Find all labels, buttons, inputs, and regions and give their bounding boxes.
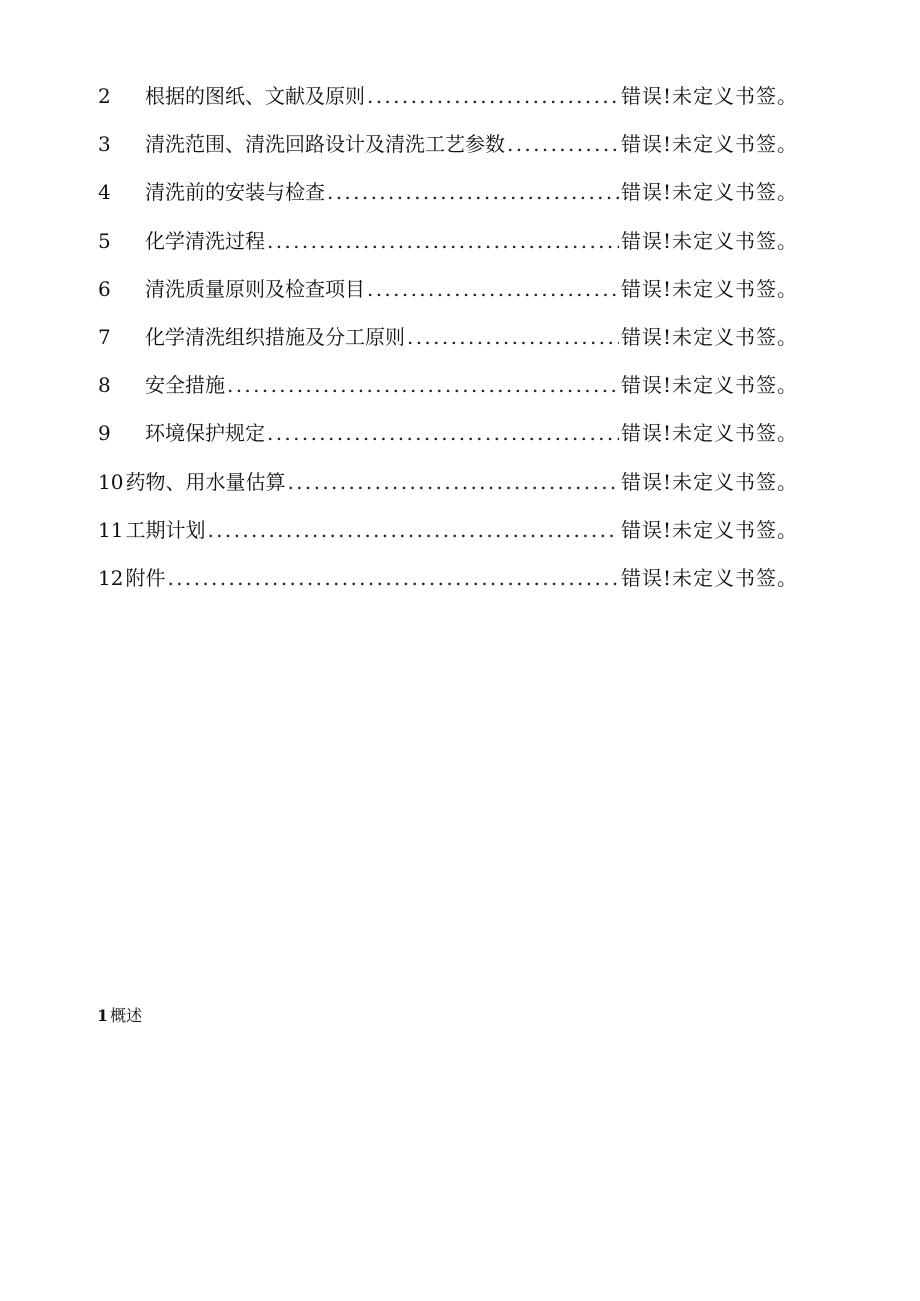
toc-leader-dots [267,415,619,451]
toc-entry-title: 清洗范围、清洗回路设计及清洗工艺参数 [145,132,505,157]
toc-entry-title: 根据的图纸、文献及原则 [145,84,365,108]
toc-entry-title: 清洗前的安装与检查 [145,180,325,205]
toc-entry-title: 附件 [125,565,166,590]
toc-entry[interactable] [98,78,798,126]
toc-leader-dots [367,271,619,307]
toc-entry-number: 3 [98,132,111,157]
toc-leader-dots [507,126,619,162]
toc-entry-title: 化学清洗过程 [145,228,265,253]
toc-entry[interactable] [98,415,798,463]
toc-entry-title: 工期计划 [125,517,206,542]
toc-entry-number: 5 [98,228,111,253]
toc-entry-title: 清洗质量原则及检查项目 [145,276,365,301]
toc-entry-page: 错误!未定义书签。 [620,228,798,253]
toc-leader-dots [267,223,619,259]
toc-entry-number: 8 [98,373,111,398]
toc-leader-dots [207,512,619,548]
toc-entry[interactable] [98,367,798,415]
toc-leader-dots [287,464,619,500]
toc-entry-number: 2 [98,84,111,108]
toc-entry[interactable] [98,126,798,174]
toc-entry-page: 错误!未定义书签。 [620,84,798,108]
toc-entry[interactable] [98,512,798,560]
toc-entry-title: 化学清洗组织措施及分工原则 [145,324,405,349]
section-number: 1 [97,1006,109,1025]
toc-entry-number: 6 [98,276,111,301]
toc-entry-number: 11 [98,517,124,542]
section-heading [97,1004,142,1028]
toc-entry[interactable] [98,319,798,367]
toc-entry-page: 错误!未定义书签。 [620,565,798,590]
toc-entry-number: 4 [98,180,111,205]
toc-entry-page: 错误!未定义书签。 [620,517,798,542]
toc-leader-dots [327,174,619,210]
toc-entry-page: 错误!未定义书签。 [620,373,798,398]
toc-entry[interactable] [98,271,798,319]
toc-entry-page: 错误!未定义书签。 [620,276,798,301]
toc-entry-number: 9 [98,421,111,446]
toc-entry[interactable] [98,464,798,512]
toc-leader-dots [367,78,619,114]
toc-entry-number: 10 [98,469,124,494]
toc-entry-number: 7 [98,324,111,349]
toc-entry-page: 错误!未定义书签。 [620,324,798,349]
toc-entry[interactable] [98,223,798,271]
toc-entry-page: 错误!未定义书签。 [620,180,798,205]
toc-entry-number: 12 [98,565,124,590]
toc-entry-title: 药物、用水量估算 [125,469,286,494]
toc-entry-page: 错误!未定义书签。 [620,469,798,494]
section-title: 概述 [110,1006,143,1025]
toc-leader-dots [167,560,619,596]
toc-leader-dots [227,367,619,403]
toc-entry-page: 错误!未定义书签。 [620,132,798,157]
toc-entry-title: 环境保护规定 [145,421,265,446]
toc-entry[interactable] [98,560,798,608]
toc-leader-dots [407,319,619,355]
table-of-contents [98,78,798,608]
toc-entry-page: 错误!未定义书签。 [620,421,798,446]
toc-entry-title: 安全措施 [145,373,225,398]
toc-entry[interactable] [98,174,798,222]
